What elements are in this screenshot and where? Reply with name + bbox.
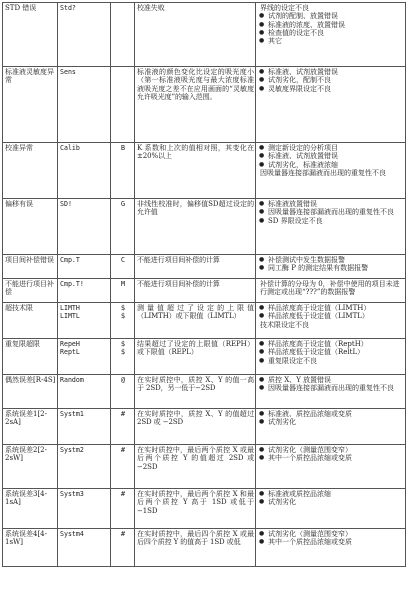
error-code-cell: Systm1	[58, 409, 111, 445]
causes-list	[258, 304, 404, 329]
causes-list	[258, 200, 404, 225]
error-causes-cell	[256, 339, 406, 375]
table-row	[3, 143, 406, 199]
bullet-cause-item: ● 标准液或质控品浓缩	[268, 490, 404, 498]
causes-list	[258, 530, 404, 547]
causes-list	[258, 280, 404, 297]
bullet-cause-item: ● 标准液的浓度、放置错误	[268, 21, 404, 29]
table-row	[3, 529, 406, 567]
error-code-cell: Cmp.T!	[58, 279, 111, 303]
error-description-cell: 在实时质控中，质控 X、Y 的值一高于 2SD，另一低于−2SD	[135, 375, 256, 409]
bullet-cause-item: ● 试剂劣化，标准液浓缩	[268, 161, 404, 169]
error-code-cell: SD!	[58, 199, 111, 255]
error-name-cell: 校准异常	[3, 143, 58, 199]
error-name-cell: 系统误差3[4-1sA]	[3, 489, 58, 529]
bullet-cause-item: ● 标准液放置错误	[268, 200, 404, 208]
error-mark-cell: G	[111, 199, 135, 255]
causes-list	[258, 446, 404, 463]
error-code-table	[2, 2, 406, 567]
table-row	[3, 445, 406, 489]
error-name-cell: STD 错误	[3, 3, 58, 67]
error-description-cell: 结果超过了设定的上限值（REPH）或下限值（REPL）	[135, 339, 256, 375]
bullet-cause-item: ● 标准液、试剂放置错误	[268, 68, 404, 76]
error-code-cell: Calib	[58, 143, 111, 199]
error-mark-cell: $ $	[111, 303, 135, 339]
error-name-cell: 偶然误差[R-4S]	[3, 375, 58, 409]
error-mark-cell: #	[111, 529, 135, 567]
error-description-cell: 测量值超过了设定的上限值（LIMTH）或下限值（LIMTL）	[135, 303, 256, 339]
error-mark-cell: $ $	[111, 339, 135, 375]
error-description-cell: 在实时质控中，质控 X、Y 的值超过 2SD 或 −2SD	[135, 409, 256, 445]
causes-list	[258, 68, 404, 93]
bullet-cause-item: ● 因吸量器连接部漏液而出现的重复性不良	[268, 384, 404, 392]
error-mark-cell: M	[111, 279, 135, 303]
table-row	[3, 303, 406, 339]
error-description-cell: 在实时质控中，最后两个质控 X 或最后两个质控 Y 的值超过 2SD 或 −2SD	[135, 445, 256, 489]
error-causes-cell	[256, 255, 406, 279]
bullet-cause-item: ● 试剂劣化（测量范围变窄）	[268, 530, 404, 538]
error-causes-cell	[256, 143, 406, 199]
bullet-cause-item: ● 标准液、质控品浓缩或变质	[268, 410, 404, 418]
bullet-cause-item: ● 检查值的设定不良	[268, 29, 404, 37]
error-code-cell: Systm2	[58, 445, 111, 489]
error-code-cell: Random	[58, 375, 111, 409]
bullet-cause-item: ● 其中一个质控品浓缩或变质	[268, 454, 404, 462]
error-mark-cell: B	[111, 143, 135, 199]
error-description-cell: 不能进行项目间补偿的计算	[135, 255, 256, 279]
error-code-cell: Systm3	[58, 489, 111, 529]
error-code-cell: Std?	[58, 3, 111, 67]
causes-list	[258, 256, 404, 273]
table-row	[3, 199, 406, 255]
error-causes-cell	[256, 279, 406, 303]
bullet-cause-item: ● 试剂劣化	[268, 498, 404, 506]
error-description-cell: 校准失败	[135, 3, 256, 67]
bullet-cause-item: ● 标准液、试剂放置错误	[268, 152, 404, 160]
causes-list	[258, 410, 404, 427]
error-causes-cell	[256, 445, 406, 489]
causes-list	[258, 4, 404, 45]
error-causes-cell	[256, 489, 406, 529]
bullet-cause-item: ● 测定新设定的分析项目	[268, 144, 404, 152]
error-table-body	[3, 3, 406, 567]
bullet-cause-item: ● 样品浓度低于设定值（ReltL）	[268, 348, 404, 356]
bullet-cause-item: ● 同工酶 P 的测定结果有数据报警	[268, 264, 404, 272]
bullet-cause-item: ● 其它	[268, 37, 404, 45]
table-row	[3, 3, 406, 67]
table-row	[3, 489, 406, 529]
error-name-cell: 重复限超限	[3, 339, 58, 375]
error-name-cell: 系统误差4[4-1sW]	[3, 529, 58, 567]
error-name-cell: 项目间补偿错误	[3, 255, 58, 279]
error-name-cell: 不能进行项目补偿	[3, 279, 58, 303]
error-causes-cell	[256, 199, 406, 255]
error-code-cell: Systm4	[58, 529, 111, 567]
error-name-cell: 系统误差2[2-2sW]	[3, 445, 58, 489]
error-name-cell: 偏移有误	[3, 199, 58, 255]
bullet-cause-item: ● SD 界限设定不良	[268, 217, 404, 225]
error-causes-cell	[256, 409, 406, 445]
error-mark-cell: #	[111, 445, 135, 489]
causes-list	[258, 490, 404, 507]
table-row	[3, 255, 406, 279]
bullet-cause-item: ● 样品浓度高于设定值（ReptH）	[268, 340, 404, 348]
error-causes-cell	[256, 67, 406, 143]
error-description-cell: K 系数和上次的值相对照，其变化在±20%以上	[135, 143, 256, 199]
table-row	[3, 67, 406, 143]
bullet-cause-item: ● 试剂劣化，配制不良	[268, 76, 404, 84]
bullet-cause-item: ● 质控 X、Y 放置错误	[268, 376, 404, 384]
error-description-cell: 在实时质控中，最后四个质控 X 或最后四个质控 Y 的值高于 1SD 或低	[135, 529, 256, 567]
bullet-cause-item: ● 因吸量器连接部漏液而出现的重复性不良	[268, 208, 404, 216]
bullet-cause-item: ● 样品浓度高于设定值（LIMTH）	[268, 304, 404, 312]
error-causes-cell	[256, 375, 406, 409]
bullet-cause-item: ● 试剂劣化（测量范围变窄）	[268, 446, 404, 454]
error-causes-cell	[256, 303, 406, 339]
bullet-cause-item: ● 重复限设定不良	[268, 357, 404, 365]
error-mark-cell: @	[111, 375, 135, 409]
error-name-cell: 超技术限	[3, 303, 58, 339]
error-code-cell: LIMTH LIMTL	[58, 303, 111, 339]
bullet-cause-item: ● 试剂劣化	[268, 418, 404, 426]
causes-list	[258, 144, 404, 177]
cause-text-item: 技术限设定不良	[260, 320, 309, 329]
error-description-cell: 在实时质控中，最后两个质控 X 和最后两个质控 Y 高于 1SD 或低于 −1SD	[135, 489, 256, 529]
bullet-cause-item: ● 样品浓度低于设定值（LIMTL）	[268, 312, 404, 320]
bullet-cause-item: ● 灵敏度界限设定不良	[268, 85, 404, 93]
error-name-cell: 系统误差1[2-2sA]	[3, 409, 58, 445]
error-description-cell: 标准液的颜色变化比设定的吸光度小（第一标准液吸光度与最大浓度标准液吸光度之差不在应用画面的“灵敏度允许吸光度”的输入范围。	[135, 67, 256, 143]
causes-list	[258, 376, 404, 393]
bullet-cause-item: ● 试剂的配制、放置错误	[268, 12, 404, 20]
bullet-cause-item: ● 补偿测试中发生数据报警	[268, 256, 404, 264]
error-causes-cell	[256, 3, 406, 67]
cause-text-item: 因吸量器连接部漏液而出现的重复性不良	[260, 168, 386, 177]
error-mark-cell: #	[111, 409, 135, 445]
error-mark-cell: C	[111, 255, 135, 279]
bullet-cause-item: ● 其中一个质控品浓缩或变质	[268, 538, 404, 546]
table-row	[3, 339, 406, 375]
table-row	[3, 279, 406, 303]
error-mark-cell	[111, 3, 135, 67]
causes-list	[258, 340, 404, 365]
cause-text-item: 补偿计算的分母为 0，补偿中使用的项目未进行测定或出现“???”的数据报警	[260, 280, 400, 297]
error-name-cell: 标准液灵敏度异常	[3, 67, 58, 143]
error-causes-cell	[256, 529, 406, 567]
table-row	[3, 375, 406, 409]
table-row	[3, 409, 406, 445]
error-description-cell: 不能进行项目间补偿的计算	[135, 279, 256, 303]
error-code-cell: RepeH ReptL	[58, 339, 111, 375]
error-code-cell: Cmp.T	[58, 255, 111, 279]
error-description-cell: 非线性校准时，偏移值SD超过设定的允许值	[135, 199, 256, 255]
error-mark-cell: #	[111, 489, 135, 529]
error-code-cell: Sens	[58, 67, 111, 143]
cause-text-item: 界线的设定不良	[260, 4, 309, 12]
error-mark-cell	[111, 67, 135, 143]
